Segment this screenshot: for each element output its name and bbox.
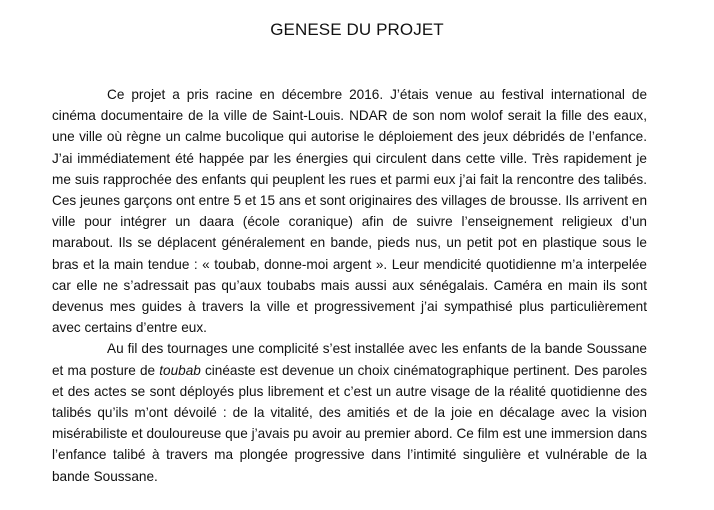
document-body [52,84,647,487]
paragraph-2 [52,338,647,486]
paragraph-1: Ce projet a pris racine en décembre 2016. J’étais venue au festival international de cinéma documentaire de la ville de Saint-Louis. NDAR de son nom wolof serait la fille des eaux, une ville où règne un calme bucolique qui autorise le déploiement des jeux débridés de l’enfance. J’ai immédiatement été happée par les énergies qui circulent dans cette ville. Très rapidement je me suis rapprochée des enfants qui peuplent les rues et parmi eux j’ai fait la rencontre des talibés. Ces jeunes garçons ont entre 5 et 15 ans et sont originaires des villages de brousse. Ils arrivent en ville pour intégrer un daara (école coranique) afin de suivre l’enseignement religieux d’un marabout. Ils se déplacent généralement en bande, pieds nus, un petit pot en plastique sous le bras et la main tendue : « toubab, donne-moi argent ». Leur mendicité quotidienne m’a interpelée car elle ne s’adressait pas qu’aux toubabs mais aussi aux sénégalais. Caméra en main ils sont devenus mes guides à travers la ville et progressivement j’ai sympathisé plus particulièrement avec certains d’entre eux. [52,87,647,336]
paragraph-2-start: Au fil des tournages une complicité s’est installée avec les enfants de la bande Soussane et ma posture de [52,341,647,378]
page-title: GENESE DU PROJET [270,20,444,39]
paragraph-2-end: cinéaste est devenue un choix cinématographique pertinent. Des paroles et des actes se sont déployés plus librement et c’est un autre visage de la réalité quotidienne des talibés qu’ils m’ont dévoilé : de la vitalité, des amitiés et de la joie en décalage avec la vision misérabiliste et douloureuse que j’avais pu avoir au premier abord. Ce film est une immersion dans l’enfance talibé à travers ma plongée progressive dans l’intimité singulière et vulnérable de la bande Soussane. [52,362,647,484]
paragraph-2-italic-word: toubab [159,362,201,378]
